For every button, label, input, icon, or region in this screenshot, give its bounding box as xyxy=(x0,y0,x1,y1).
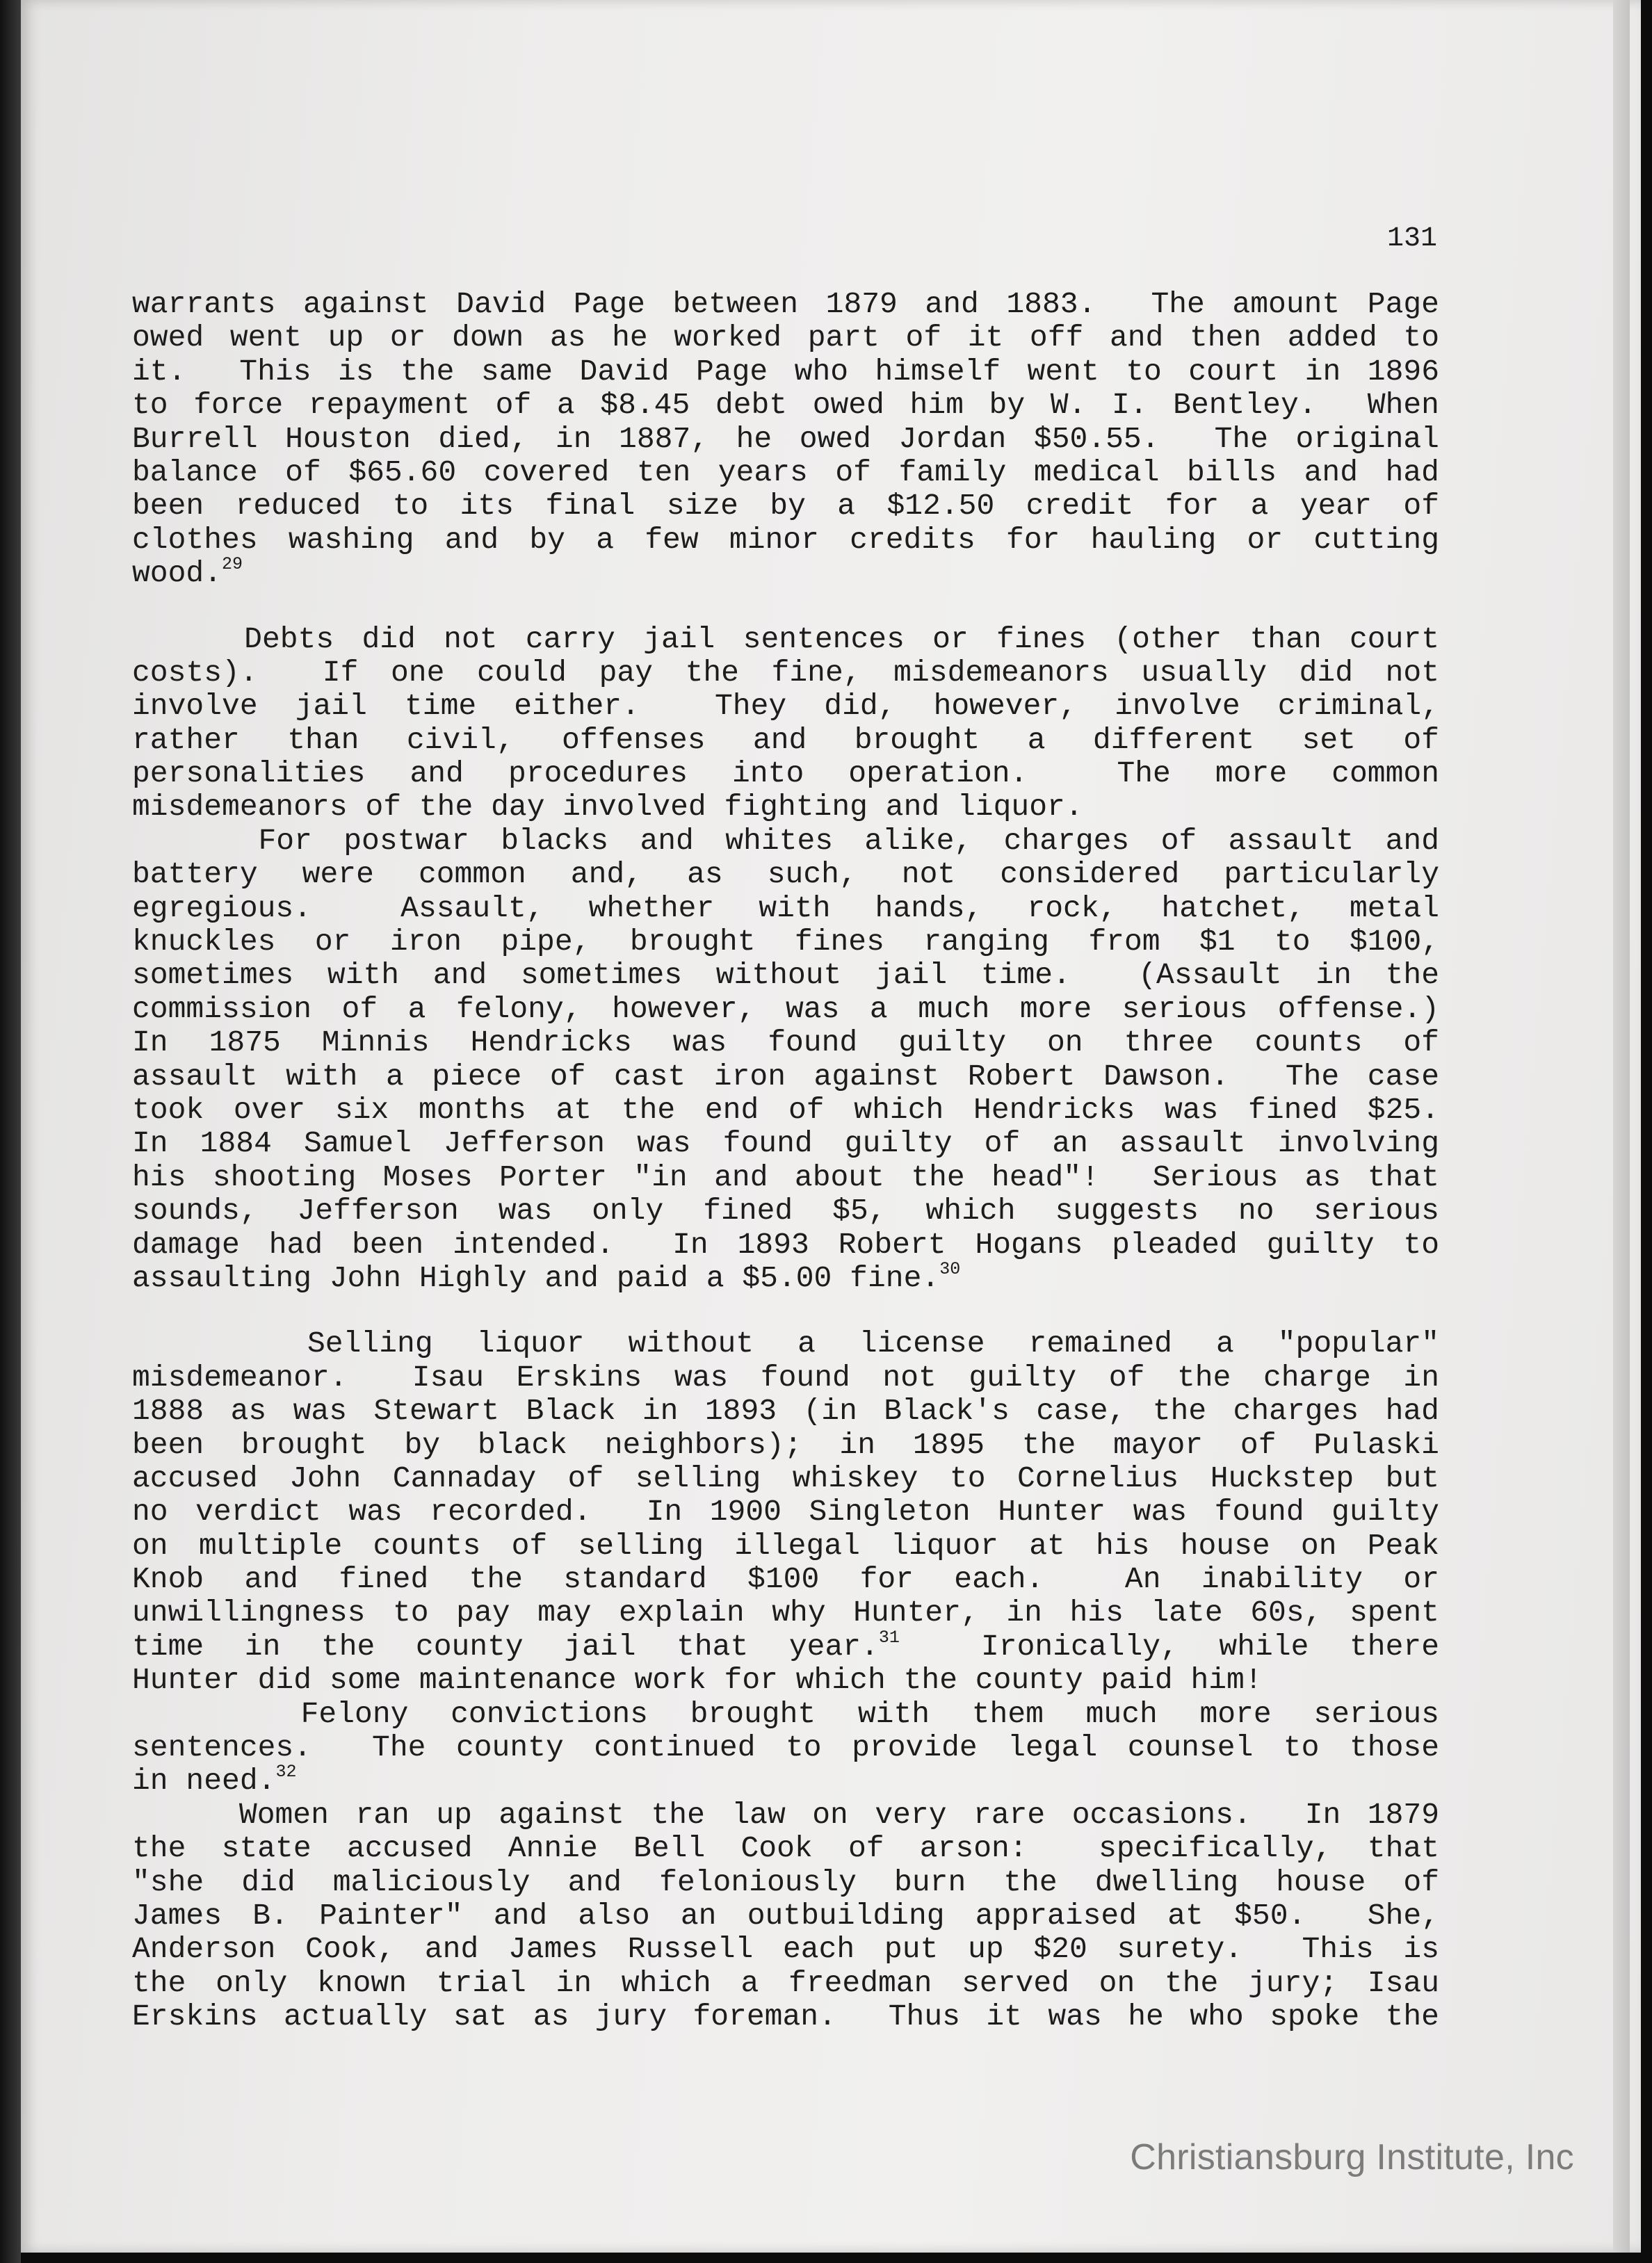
body-text xyxy=(132,288,1439,2034)
text-line xyxy=(132,1664,1439,1697)
line-text: the only known trial in which a freedman served on the jury; Isau xyxy=(132,1965,1439,2000)
line-text: in need. xyxy=(132,1764,276,1799)
line-text: egregious. Assault, whether with hands, rock, hatchet, metal xyxy=(132,891,1439,925)
text-line xyxy=(132,1327,1439,1361)
line-text: personalities and procedures into operation. The more common xyxy=(132,756,1439,791)
text-line xyxy=(132,1228,1439,1262)
text-line xyxy=(132,1127,1439,1160)
page-number: 131 xyxy=(1387,223,1438,254)
text-line xyxy=(132,757,1439,790)
footnote-marker: 30 xyxy=(939,1258,961,1279)
line-text: his shooting Moses Porter "in and about the head"! Serious as that xyxy=(132,1160,1439,1194)
line-text: been reduced to its final size by a $12.50 credit for a year of xyxy=(132,489,1439,524)
line-text: James B. Painter" and also an outbuilding appraised at $50. She, xyxy=(132,1898,1439,1933)
line-text: sentences. The county continued to provide legal counsel to those xyxy=(132,1730,1439,1765)
line-text: on multiple counts of selling illegal liquor at his house on Peak xyxy=(132,1528,1439,1563)
line-text: it. This is the same David Page who himself went to court in 1896 xyxy=(132,354,1439,389)
line-text: Erskins actually sat as jury foreman. Thus it was he who spoke the xyxy=(132,2000,1439,2034)
line-text: 1888 as was Stewart Black in 1893 (in Black's case, the charges had xyxy=(132,1394,1439,1429)
line-text-tail: Ironically, while there xyxy=(899,1629,1440,1664)
line-text: Hunter did some maintenance work for which the county paid him! xyxy=(132,1663,1263,1698)
line-text: battery were common and, as such, not considered particularly xyxy=(132,857,1439,892)
line-text: unwillingness to pay may explain why Hunter, in his late 60s, spent xyxy=(132,1596,1439,1630)
line-text: no verdict was recorded. In 1900 Singleton Hunter was found guilty xyxy=(132,1495,1439,1530)
text-line xyxy=(132,1563,1439,1596)
text-line xyxy=(132,1258,1439,1295)
text-line xyxy=(132,1462,1439,1495)
text-line xyxy=(132,1026,1439,1060)
line-text: Felony convictions brought with them much more serious xyxy=(132,1696,1439,1731)
text-line xyxy=(132,623,1439,656)
line-text: warrants against David Page between 1879 and 1883. The amount Page xyxy=(132,287,1439,321)
line-text: misdemeanor. Isau Erskins was found not guilty of the charge in xyxy=(132,1360,1439,1395)
text-line xyxy=(132,790,1439,824)
text-line xyxy=(132,1429,1439,1462)
text-line xyxy=(132,1799,1439,1832)
line-text: owed went up or down as he worked part of it off and then added to xyxy=(132,321,1439,355)
text-line xyxy=(132,489,1439,523)
text-line xyxy=(132,1495,1439,1529)
line-text: balance of $65.60 covered ten years of family medical bills and had xyxy=(132,455,1439,489)
text-line xyxy=(132,1731,1439,1765)
text-line xyxy=(132,1161,1439,1194)
line-text: wood. xyxy=(132,556,222,591)
text-line xyxy=(132,925,1439,959)
line-text: sometimes with and sometimes without jail time. (Assault in the xyxy=(132,958,1439,993)
text-line xyxy=(132,959,1439,992)
line-text: commission of a felony, however, was a much more serious offense.) xyxy=(132,991,1439,1026)
line-text: Selling liquor without a license remained a "popular" xyxy=(132,1327,1439,1361)
text-line xyxy=(132,355,1439,389)
text-line xyxy=(132,1832,1439,1865)
line-text: Anderson Cook, and James Russell each put up $20 surety. This is xyxy=(132,1932,1439,1967)
text-line xyxy=(132,423,1439,456)
text-line xyxy=(132,1596,1439,1630)
footnote-marker: 32 xyxy=(275,1762,297,1783)
line-text: assault with a piece of cast iron against Robert Dawson. The case xyxy=(132,1059,1439,1094)
footnote-marker: 31 xyxy=(878,1627,900,1648)
line-text: "she did maliciously and feloniously burn the dwelling house of xyxy=(132,1865,1439,1899)
line-text: Debts did not carry jail sentences or fines (other than court xyxy=(132,622,1439,656)
text-line xyxy=(132,1899,1439,1933)
scan-edge-shadow xyxy=(0,0,21,2263)
text-line xyxy=(132,825,1439,858)
text-line xyxy=(132,1094,1439,1127)
line-text: assaulting John Highly and paid a $5.00 fine. xyxy=(132,1260,940,1295)
line-text: Knob and fined the standard $100 for each. An inability or xyxy=(132,1562,1439,1597)
text-line xyxy=(132,724,1439,757)
text-line xyxy=(132,1967,1439,2000)
line-text: involve jail time either. They did, however, involve criminal, xyxy=(132,689,1439,724)
line-text: been brought by black neighbors); in 1895 the mayor of Pulaski xyxy=(132,1427,1439,1462)
text-line xyxy=(132,389,1439,422)
text-line xyxy=(132,1060,1439,1094)
line-text: In 1884 Samuel Jefferson was found guilty of an assault involving xyxy=(132,1126,1439,1161)
line-text: In 1875 Minnis Hendricks was found guilty on three counts of xyxy=(132,1025,1439,1060)
line-text: the state accused Annie Bell Cook of arson: specifically, that xyxy=(132,1831,1439,1866)
text-line xyxy=(132,1194,1439,1228)
paragraph-gap xyxy=(132,591,1439,623)
line-text: misdemeanors of the day involved fighting and liquor. xyxy=(132,790,1083,825)
line-text: clothes washing and by a few minor credits for hauling or cutting xyxy=(132,522,1439,557)
text-line xyxy=(132,1762,1439,1799)
text-line xyxy=(132,1866,1439,1899)
text-line xyxy=(132,2000,1439,2034)
page-edge xyxy=(1613,0,1630,2253)
line-text: sounds, Jefferson was only fined $5, which suggests no serious xyxy=(132,1194,1439,1228)
text-line xyxy=(132,321,1439,355)
watermark: Christiansburg Institute, Inc xyxy=(1130,2137,1574,2177)
text-line xyxy=(132,1933,1439,1966)
line-text: accused John Cannaday of selling whiskey to Cornelius Huckstep but xyxy=(132,1461,1439,1495)
text-line xyxy=(132,690,1439,723)
line-text: costs). If one could pay the fine, misdemeanors usually did not xyxy=(132,655,1439,690)
text-line xyxy=(132,554,1439,591)
line-text: damage had been intended. In 1893 Robert Hogans pleaded guilty to xyxy=(132,1227,1439,1262)
line-text: For postwar blacks and whites alike, charges of assault and xyxy=(132,823,1439,858)
text-line xyxy=(132,1530,1439,1563)
text-line xyxy=(132,656,1439,690)
text-line xyxy=(132,524,1439,557)
line-text: took over six months at the end of which Hendricks was fined $25. xyxy=(132,1092,1439,1127)
paragraph-gap xyxy=(132,1295,1439,1327)
text-line xyxy=(132,288,1439,321)
line-text: time in the county jail that year. xyxy=(132,1629,879,1664)
line-text: Burrell Houston died, in 1887, he owed Jordan $50.55. The original xyxy=(132,421,1439,456)
line-text: to force repayment of a $8.45 debt owed him by W. I. Bentley. When xyxy=(132,388,1439,423)
text-line xyxy=(132,456,1439,489)
text-line xyxy=(132,892,1439,925)
text-line xyxy=(132,1698,1439,1731)
text-line xyxy=(132,993,1439,1026)
text-line xyxy=(132,1395,1439,1428)
text-line xyxy=(132,858,1439,891)
line-text: Women ran up against the law on very rare occasions. In 1879 xyxy=(132,1797,1439,1832)
line-text: knuckles or iron pipe, brought fines ranging from $1 to $100, xyxy=(132,925,1439,959)
footnote-marker: 29 xyxy=(222,554,243,575)
text-line xyxy=(132,1361,1439,1395)
text-line xyxy=(132,1627,1440,1664)
line-text: rather than civil, offenses and brought a different set of xyxy=(132,722,1439,757)
